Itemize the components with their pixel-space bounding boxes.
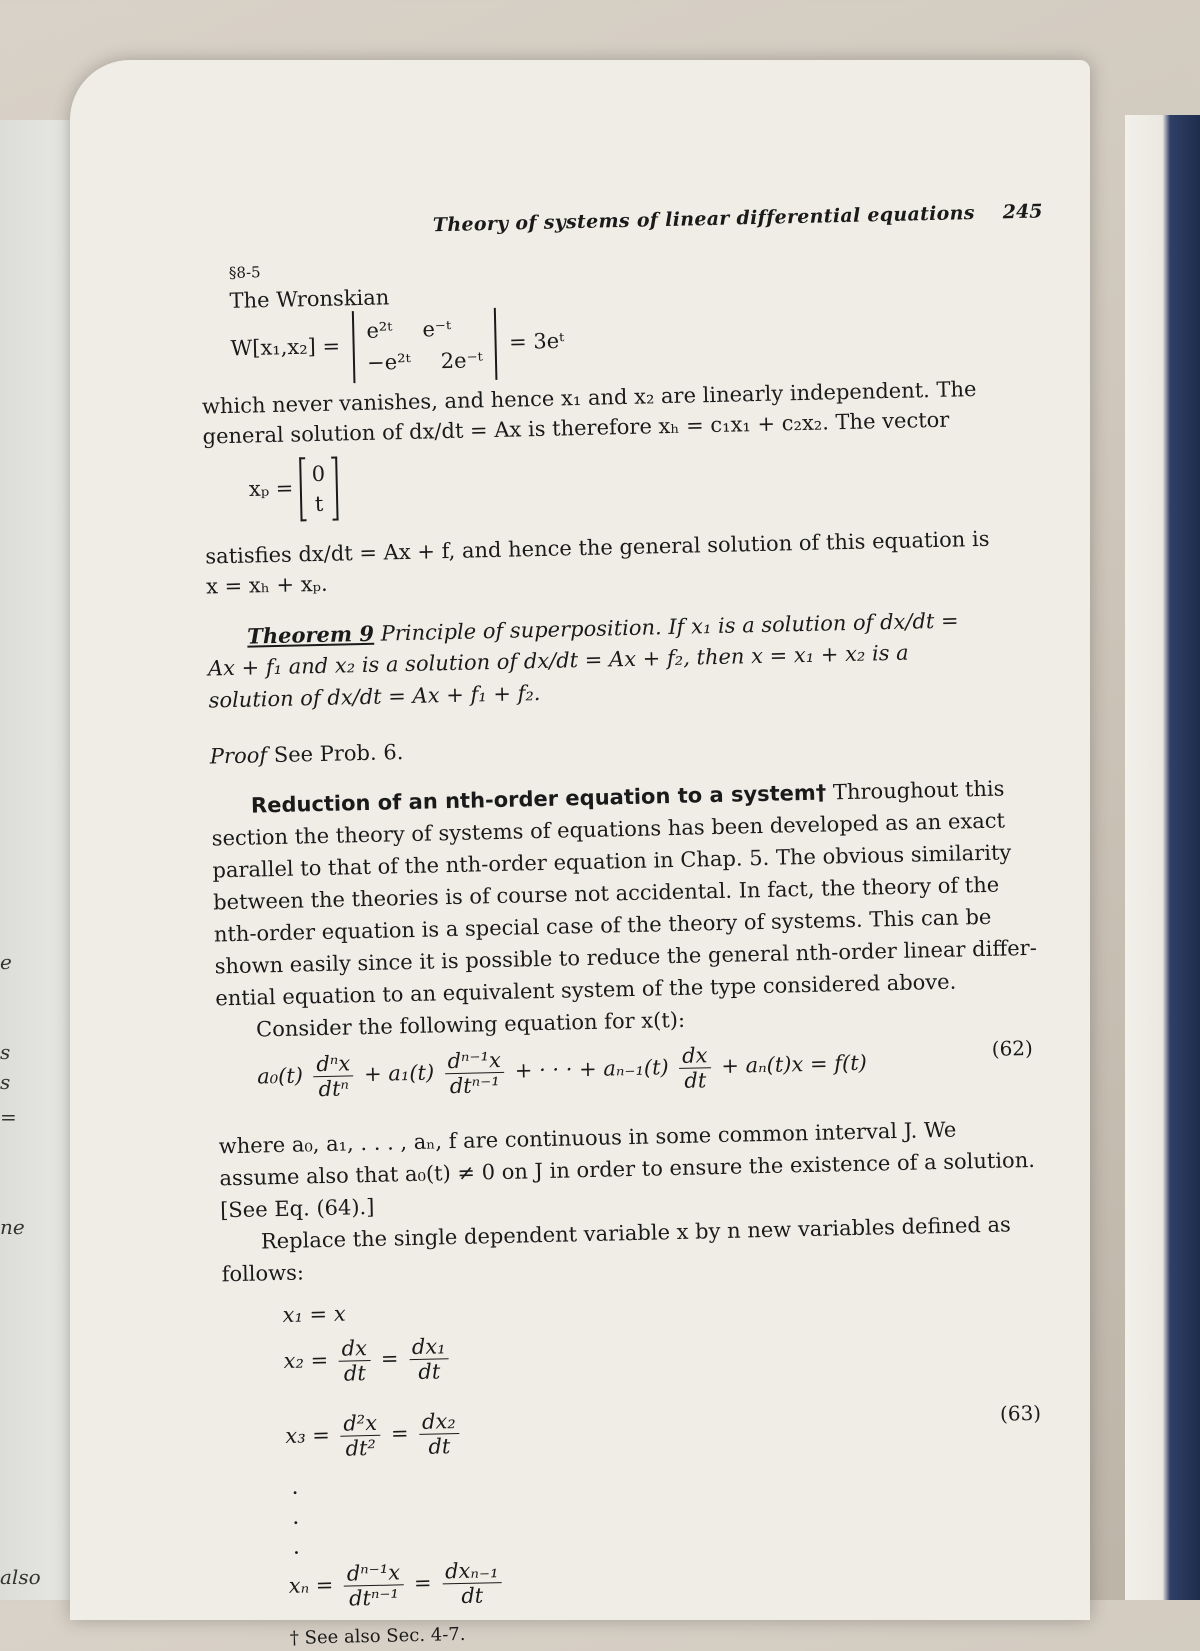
eq-fraction [340,1411,381,1461]
eq-term: + · · · + aₙ₋₁(t) [514,1055,669,1083]
eq-fraction [444,1048,504,1098]
eq-term: a₀(t) [256,1063,304,1089]
eq-term: = [390,1421,409,1446]
eq-fraction [313,1051,354,1101]
wronskian-matrix [352,308,497,383]
eq63-row [288,1558,506,1612]
frac-num: dⁿ⁻¹x [344,1560,404,1586]
eq-fraction [679,1043,711,1093]
xp-lhs: xₚ = [248,476,294,502]
frac-den: dt [684,1068,707,1093]
text-line: where a₀, a₁, . . . , aₙ, f are continuous in some common interval J. We [218,1117,957,1159]
text-line: nth-order equation is a special case of the theory of systems. This can be [213,904,992,947]
text-line: parallel to that of the nth-order equation in Chap. 5. The obvious similarity [212,840,1012,883]
wronskian-lhs: W[x₁,x₂] = [230,333,341,361]
footnote: † See also Sec. 4-7. [289,1623,466,1649]
frac-num: dx₂ [419,1409,459,1435]
matrix-cell: e⁻ᵗ [422,316,452,342]
left-fragment: ne [0,1215,25,1239]
eq-fraction [338,1336,370,1386]
equation-62 [257,1040,868,1103]
text-line: section the theory of systems of equations has been developed as an exact [211,808,1006,851]
text-line: which never vanishes, and hence x₁ and x₂ are linearly independent. The [201,377,977,419]
eq-term: xₙ = [288,1572,334,1598]
text-line: x = xₕ + xₚ. [205,571,328,599]
theorem-title: Principle of superposition. [380,615,662,646]
text-line: assume also that a₀(t) ≠ 0 on J in order to ensure the existence of a solution. [219,1147,1036,1191]
theorem-label: Theorem 9 [246,620,375,649]
eq-fraction [442,1558,502,1608]
running-head: Theory of systems of linear differential equations [432,202,975,237]
text-line: ential equation to an equivalent system of the type considered above. [215,969,957,1011]
text-line: satisfies dx/dt = Ax + f, and hence the general solution of this equation is [205,526,990,569]
frac-num: dxₙ₋₁ [442,1558,502,1584]
frac-den: dt [343,1361,367,1386]
text-line: general solution of dx/dt = Ax is therefore xₕ = c₁x₁ + c₂x₂. The vector [202,407,950,449]
equation-number: (62) [991,1035,1034,1061]
frac-num: d²x [340,1411,380,1437]
page-number: 245 [1002,200,1043,224]
proof-line [210,740,404,768]
proof-label: Proof [209,743,268,769]
eq-term: + aₙ(t)x = f(t) [721,1050,868,1078]
wronskian-rhs: = 3eᵗ [508,328,565,355]
wronskian-label: The Wronskian [229,285,390,313]
eq-term: x₂ = [283,1347,329,1373]
left-fragment: e [0,950,12,974]
vector-cell: t [314,491,324,517]
section-mark: §8-5 [228,263,261,282]
vector-cell: 0 [311,461,326,487]
ellipsis-dot: . [292,1534,301,1560]
eq-term: x₃ = [285,1422,331,1448]
ellipsis-dot: . [291,1474,299,1500]
heading-text: Throughout this [832,776,1005,805]
eq63-row [285,1409,464,1462]
eq63-row: x₁ = x [282,1301,346,1327]
frac-num: dx [338,1336,370,1362]
frac-num: dx₁ [409,1334,449,1360]
text-line: [See Eq. (64).] [219,1194,375,1223]
frac-den: dt [418,1359,441,1384]
proof-text: See Prob. 6. [273,740,404,768]
eq-fraction [419,1409,460,1459]
left-fragment: = [0,1105,17,1129]
eq-fraction [344,1560,404,1610]
theorem-text: If x₁ is a solution of dx/dt = [668,608,959,640]
wronskian-equation [230,306,565,386]
book-edge [1125,115,1200,1600]
frac-num: dx [679,1043,711,1069]
theorem-line: Ax + f₁ and x₂ is a solution of dx/dt = Ax + f₂, then x = x₁ + x₂ is a [207,640,909,681]
left-fragment: s [0,1040,11,1064]
left-fragment: also [0,1565,41,1589]
equation-number: (63) [999,1400,1042,1426]
frac-num: dⁿx [313,1051,353,1077]
text-line: Replace the single dependent variable x by n new variables defined as [260,1212,1012,1254]
frac-num: dⁿ⁻¹x [444,1048,504,1074]
text-line: follows: [221,1260,305,1287]
book-page [70,60,1090,1649]
frac-den: dt² [345,1435,377,1461]
theorem-line: solution of dx/dt = Ax + f₁ + f₂. [208,680,541,713]
frac-den: dtⁿ⁻¹ [449,1073,500,1099]
page-content [180,80,1060,1649]
section-heading: Reduction of an nth-order equation to a system† [250,780,827,818]
frac-den: dtⁿ [318,1076,350,1102]
eq-term: = [380,1346,399,1371]
frac-den: dt [428,1434,451,1459]
matrix-cell: e²ᵗ [366,318,393,343]
eq-fraction [409,1334,450,1384]
frac-den: dtⁿ⁻¹ [348,1585,400,1611]
xp-vector [248,457,338,523]
left-fragment: s [0,1070,11,1094]
ellipsis-dot: . [291,1504,300,1530]
xp-bracket [299,457,338,522]
eq-term: + a₁(t) [363,1060,435,1087]
text-line: shown easily since it is possible to reduce the general nth-order linear differ- [214,935,1038,979]
eq-term: = [413,1570,432,1596]
text-line: between the theories is of course not accidental. In fact, the theory of the [212,872,1000,915]
text-line: Consider the following equation for x(t): [255,1007,686,1042]
matrix-cell: 2e⁻ᵗ [440,348,484,374]
matrix-cell: −e²ᵗ [366,349,412,375]
frac-den: dt [461,1583,484,1608]
eq63-row [283,1334,453,1387]
